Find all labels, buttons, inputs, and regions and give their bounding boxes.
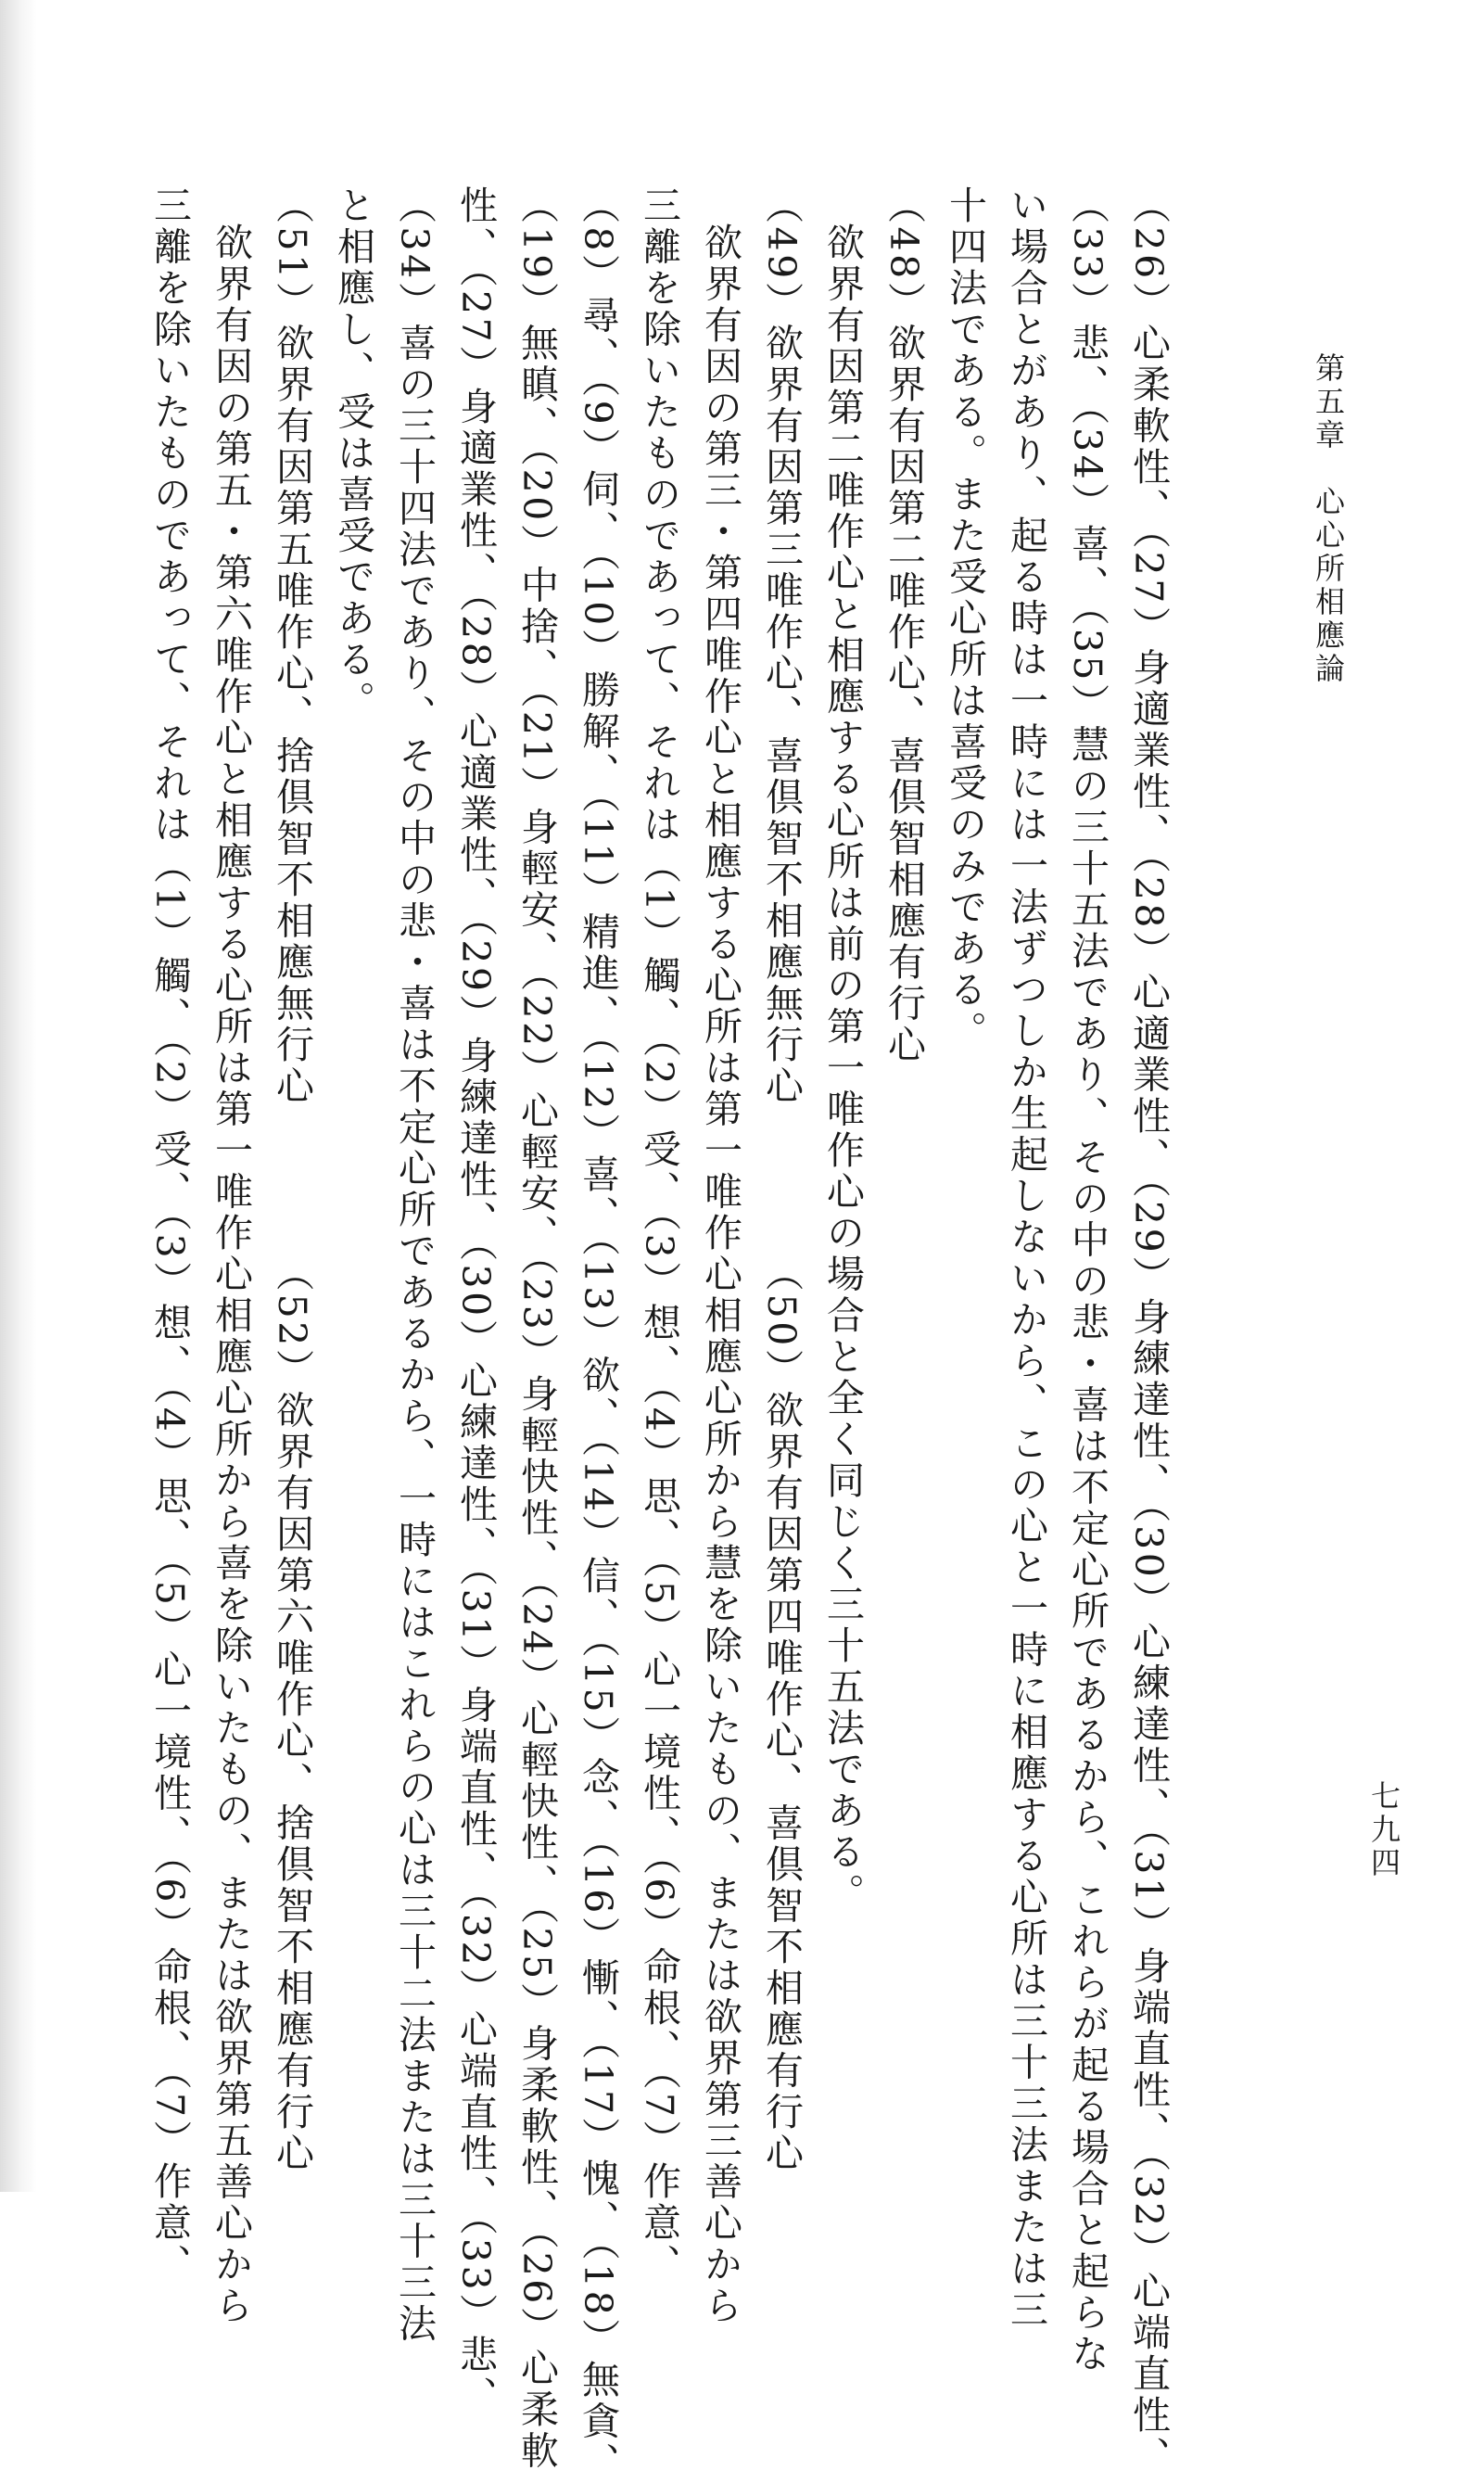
text-line: （33）悲、（34）喜、（35）慧の三十五法であり、その中の悲・喜は不定心所であるから、これらが起る場合と起らな bbox=[1065, 185, 1110, 2375]
text-line: 性、（27）身適業性、（28）心適業性、（29）身練達性、（30）心練達性、（31）身端直性、（32）心端直性、（33）悲、 bbox=[453, 185, 498, 2417]
text-line: 欲界有因第二唯作心と相應する心所は前の第一唯作心の場合と全く同じく三十五法である。 bbox=[820, 223, 865, 1915]
text-line: （8）尋、（9）伺、（10）勝解、（11）精進、（12）喜、（13）欲、（14）信、（15）念、（16）慚、（17）愧、（18）無貪、 bbox=[576, 185, 620, 2483]
text-line: （51）欲界有因第五唯作心、捨倶智不相應無行心 （52）欲界有因第六唯作心、捨倶智不相應有行心 bbox=[270, 185, 314, 2174]
text-line: い場合とがあり、起る時は一時には一法ずつしか生起しないから、この心と一時に相應する心所は三十三法または三 bbox=[1004, 185, 1048, 2331]
text-line: と相應し、受は喜受である。 bbox=[331, 185, 375, 722]
text-line: 欲界有因の第三・第四唯作心と相應する心所は第一唯作心相應心所から慧を除いたもの、または欲界第三善心から bbox=[698, 223, 742, 2327]
text-line: 三離を除いたものであって、それは（1）觸、（2）受、（3）想、（4）思、（5）心一境性、（6）命根、（7）作意、 bbox=[637, 185, 681, 2286]
text-line: 欲界有因の第五・第六唯作心と相應する心所は第一唯作心相應心所から喜を除いたもの、または欲界第五善心から bbox=[209, 223, 253, 2327]
text-line: （34）喜の三十四法であり、その中の悲・喜は不定心所であるから、一時にはこれらの心は三十二法または三十三法 bbox=[392, 185, 437, 2345]
text-line: （19）無瞋、（20）中捨、（21）身輕安、（22）心輕安、（23）身輕快性、（24）心輕快性、（25）身柔軟性、（26）心柔軟 bbox=[514, 185, 559, 2472]
text-line: （49）欲界有因第三唯作心、喜倶智不相應無行心 （50）欲界有因第四唯作心、喜倶智不相應有行心 bbox=[759, 185, 804, 2174]
text-line: 三離を除いたものであって、それは（1）觸、（2）受、（3）想、（4）思、（5）心一境性、（6）命根、（7）作意、 bbox=[147, 185, 192, 2286]
text-line: （48）欲界有因第二唯作心、喜倶智相應有行心 bbox=[882, 185, 926, 1066]
scan-edge-shadow bbox=[0, 0, 37, 2192]
chapter-header: 第五章 心心所相應論 bbox=[1311, 352, 1346, 686]
text-line: 十四法である。また受心所は喜受のみである。 bbox=[943, 185, 987, 1052]
page-number: 七九四 bbox=[1366, 1780, 1402, 1880]
text-line: （26）心柔軟性、（27）身適業性、（28）心適業性、（29）身練達性、（30）心練達性、（31）身端直性、（32）心端直性、 bbox=[1126, 185, 1171, 2477]
